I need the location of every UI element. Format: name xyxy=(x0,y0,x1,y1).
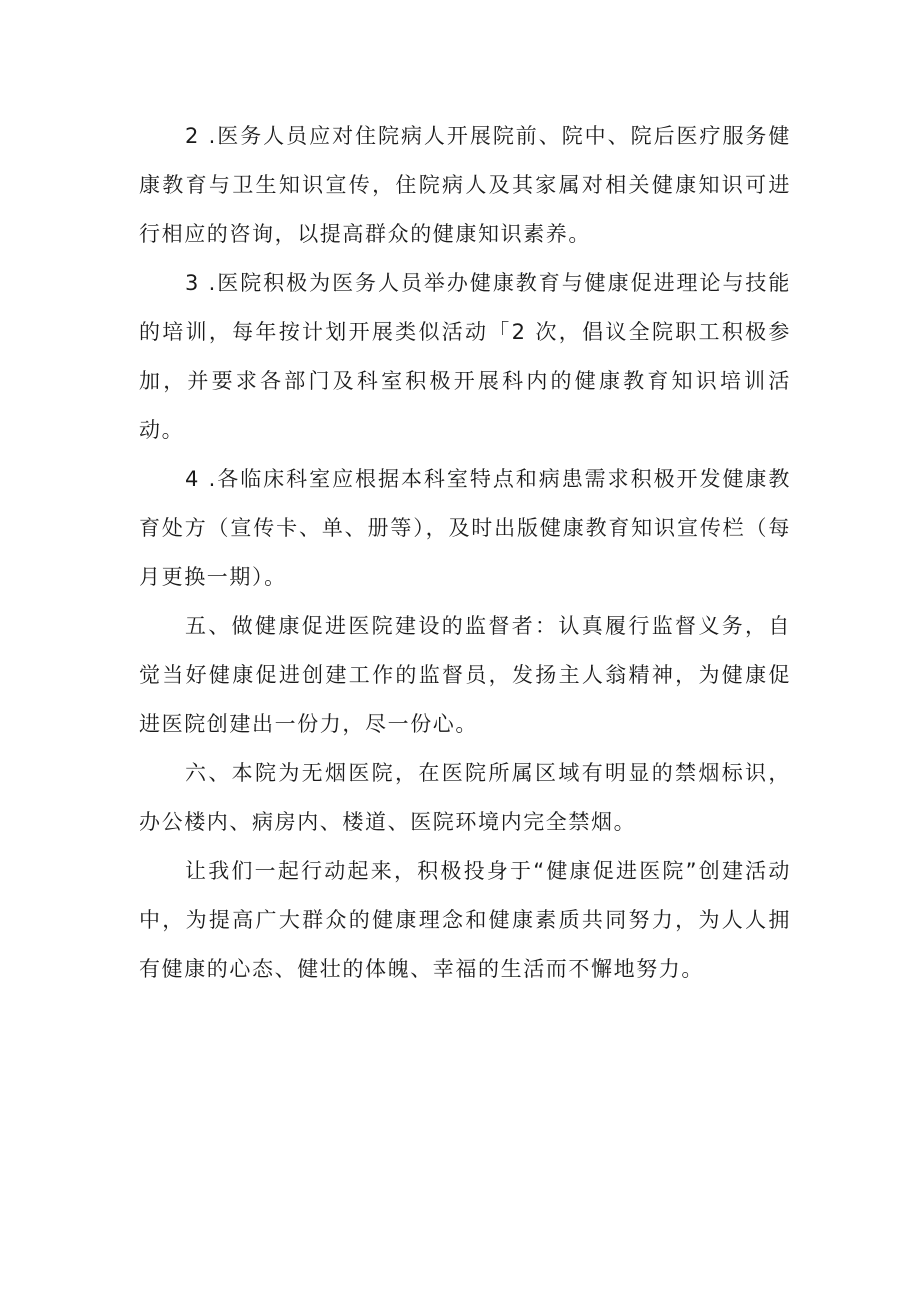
paragraph-item-2: 2 .医务人员应对住院病人开展院前、院中、院后医疗服务健康教育与卫生知识宣传，住院病人及其家属对相关健康知识可进行相应的咨询，以提高群众的健康知识素养。 xyxy=(139,124,791,246)
paragraph-item-4: 4 .各临床科室应根据本科室特点和病患需求积极开发健康教育处方（宣传卡、单、册等），及时出版健康教育知识宣传栏（每月更换一期）。 xyxy=(139,467,791,589)
document-body xyxy=(139,112,791,994)
paragraph-section-5: 五、做健康促进医院建设的监督者：认真履行监督义务，自觉当好健康促进创建工作的监督员，发扬主人翁精神，为健康促进医院创建出一份力，尽一份心。 xyxy=(139,614,791,736)
paragraph-item-3: 3 .医院积极为医务人员举办健康教育与健康促进理论与技能的培训，每年按计划开展类似活动「2 次，倡议全院职工积极参加，并要求各部门及科室积极开展科内的健康教育知识培训活动。 xyxy=(139,271,791,442)
paragraph-closing: 让我们一起行动起来，积极投身于“健康促进医院”创建活动中，为提高广大群众的健康理念和健康素质共同努力，为人人拥有健康的心态、健壮的体魄、幸福的生活而不懈地努力。 xyxy=(139,859,791,981)
paragraph-section-6: 六、本院为无烟医院，在医院所属区域有明显的禁烟标识，办公楼内、病房内、楼道、医院环境内完全禁烟。 xyxy=(139,761,791,834)
